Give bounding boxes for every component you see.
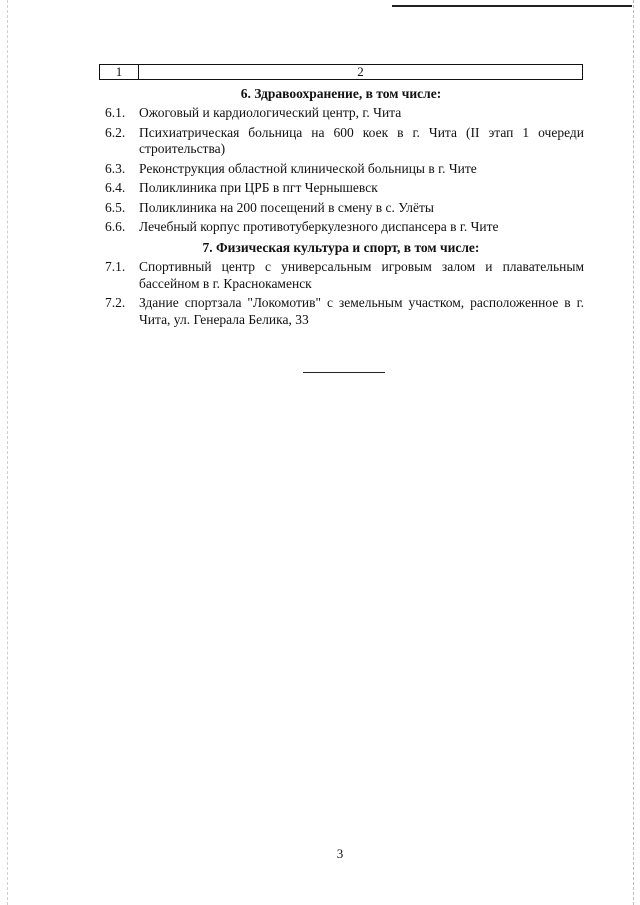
list-item — [99, 161, 584, 178]
top-rule — [392, 5, 632, 7]
section-list-healthcare — [99, 105, 584, 239]
list-item — [99, 295, 584, 328]
scan-edge-left — [7, 0, 8, 905]
column-number-2: 2 — [357, 64, 364, 79]
item-text: Поликлиника на 200 посещений в смену в с. Улёты — [139, 199, 434, 215]
list-item — [99, 219, 584, 236]
item-text: Лечебный корпус противотуберкулезного диспансера в г. Чите — [139, 219, 499, 234]
section-title-sport: 7. Физическая культура и спорт, в том числе: — [202, 240, 480, 255]
list-item — [99, 105, 584, 122]
item-text: Реконструкция областной клинической больницы в г. Чите — [139, 160, 477, 176]
item-text: Здание спортзала "Локомотив" с земельным участком, расположенное в г. Чита, ул. Генерала Белика, 33 — [139, 295, 584, 327]
section-list-sport — [99, 259, 584, 331]
item-number: 6.5. — [105, 199, 126, 215]
item-number: 6.6. — [105, 219, 126, 234]
item-number: 6.2. — [105, 124, 126, 140]
section-title-healthcare: 6. Здравоохранение, в том числе: — [240, 86, 442, 101]
column-number-1: 1 — [100, 65, 139, 79]
item-text: Спортивный центр с универсальным игровым залом и плавательным бассейном в г. Краснокаменск — [139, 259, 584, 291]
item-number: 7.2. — [105, 295, 126, 310]
list-item — [99, 200, 584, 217]
item-number: 6.1. — [105, 105, 126, 120]
list-item — [99, 125, 584, 158]
page-number: 3 — [336, 846, 344, 861]
table-column-header — [99, 64, 583, 80]
item-number: 6.4. — [105, 180, 126, 195]
item-number: 6.3. — [105, 160, 126, 176]
item-text: Психиатрическая больница на 600 коек в г. Чита (II этап 1 очереди строительства) — [139, 124, 584, 156]
item-text: Поликлиника при ЦРБ в пгт Чернышевск — [139, 180, 378, 195]
closing-rule — [303, 372, 385, 373]
list-item — [99, 180, 584, 197]
item-number: 7.1. — [105, 259, 126, 274]
item-text: Ожоговый и кардиологический центр, г. Чита — [139, 105, 402, 120]
list-item — [99, 259, 584, 292]
scan-edge-right — [633, 0, 634, 905]
